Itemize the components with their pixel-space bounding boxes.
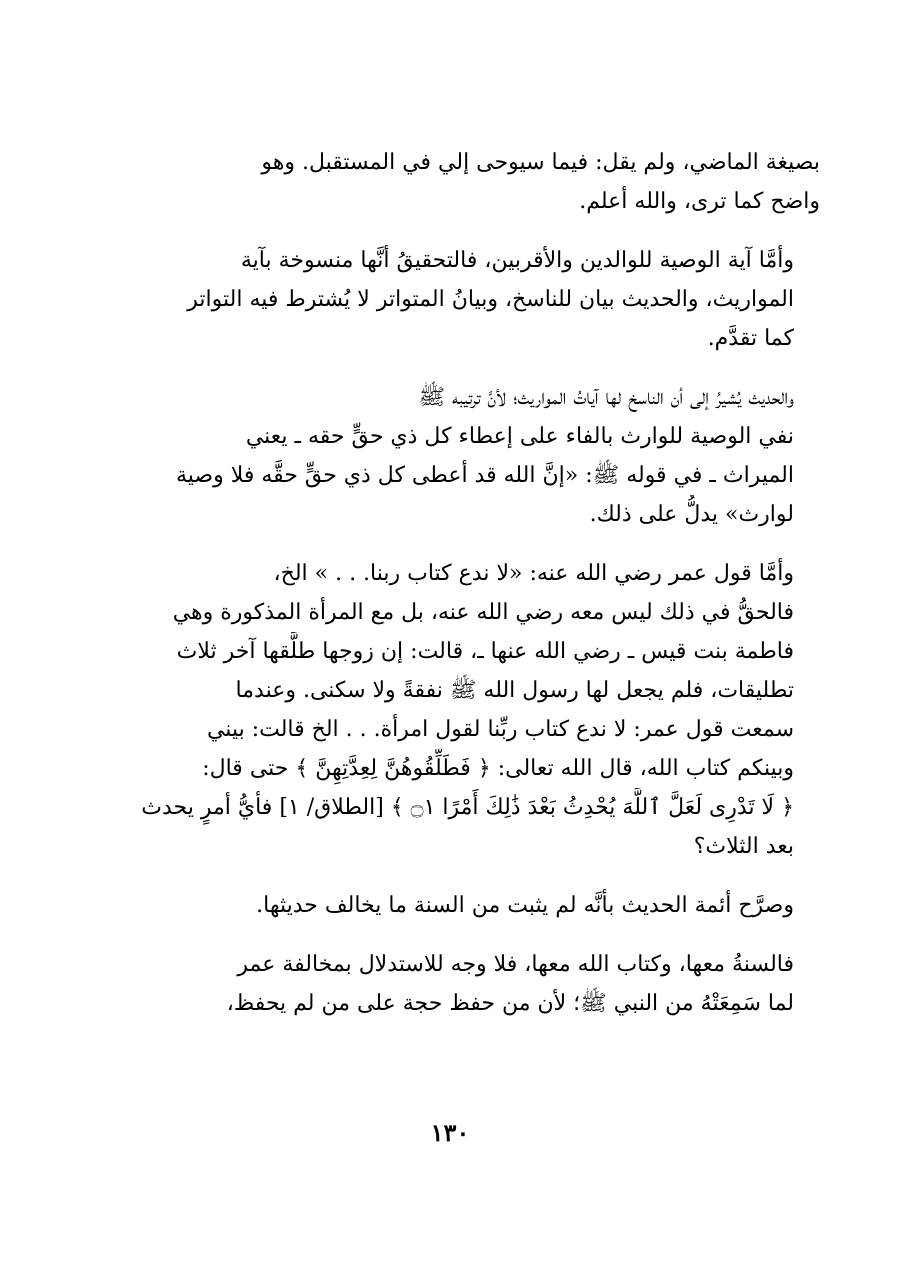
text-line: وأمَّا آية الوصية للوالدين والأقربين، فالتحقيقُ أنَّها منسوخة بآية	[240, 248, 794, 273]
paragraph-6	[120, 945, 820, 1023]
text-line: لوارث» يدلُّ على ذلك.	[589, 502, 794, 527]
body-text	[120, 143, 820, 1043]
paragraph-4	[120, 554, 820, 866]
text-line: بصيغة الماضي، ولم يقل: فيما سيوحى إلي في المستقبل. وهو	[261, 150, 820, 175]
text-line: نفي الوصية للوارث بالفاء على إعطاء كل ذي حقٍّ حقه ـ يعني	[245, 424, 794, 449]
text-line: واضح كما ترى، والله أعلم.	[579, 189, 820, 214]
text-line: وصرَّح أئمة الحديث بأنَّه لم يثبت من السنة ما يخالف حديثها.	[256, 893, 794, 918]
text-line: تطليقات، فلم يجعل لها رسول الله ﷺ نفقةً ولا سكنى. وعندما	[235, 678, 794, 703]
paragraph-1	[120, 143, 820, 221]
paragraph-5	[120, 886, 820, 925]
text-line: والحديث يُشيرُ إلى أن الناسخ لها آياتُ المواريث؛ لأنَّ ترتيبه ﷺ	[418, 385, 794, 410]
text-line: فاطمة بنت قيس ـ رضي الله عنها ـ، قالت: إن زوجها طلَّقها آخر ثلاث	[176, 639, 794, 664]
text-line: المواريث، والحديث بيان للناسخ، وبيانُ المتواتر لا يُشترط فيه التواتر	[187, 287, 794, 312]
text-line: لما سَمِعَتْهُ من النبي ﷺ؛ لأن من حفظ حجة على من لم يحفظ،	[226, 991, 794, 1016]
page-number: ١٣٠	[430, 1118, 470, 1147]
paragraph-2	[120, 241, 820, 358]
text-line: سمعت قول عمر: لا ندع كتاب ربِّنا لقول امرأة. . . الخ قالت: بيني	[206, 717, 794, 742]
quran-verse-line: ﴿ لَا تَدْرِى لَعَلَّ ٱللَّهَ يُحْدِثُ بَعْدَ ذَٰلِكَ أَمْرًا ۝١ ﴾ [الطلاق/ ١] فأيُّ أمرٍ يحدث	[141, 795, 794, 820]
text-line: كما تقدَّم.	[707, 326, 794, 351]
text-line: فالسنةُ معها، وكتاب الله معها، فلا وجه للاستدلال بمخالفة عمر	[237, 952, 794, 977]
paragraph-3	[120, 378, 820, 534]
text-line: وأمَّا قول عمر رضي الله عنه: «لا ندع كتاب ربنا. . . » الخ،	[273, 561, 794, 586]
text-line: وبينكم كتاب الله، قال الله تعالى: ﴿ فَطَلِّقُوهُنَّ لِعِدَّتِهِنَّ ﴾ حتى قال:	[202, 756, 794, 781]
text-line: بعد الثلاث؟	[693, 834, 794, 859]
text-line: فالحقُّ في ذلك ليس معه رضي الله عنه، بل مع المرأة المذكورة وهي	[172, 600, 794, 625]
text-line: الميراث ـ في قوله ﷺ: «إنَّ الله قد أعطى كل ذي حقٍّ حقَّه فلا وصية	[175, 463, 794, 488]
